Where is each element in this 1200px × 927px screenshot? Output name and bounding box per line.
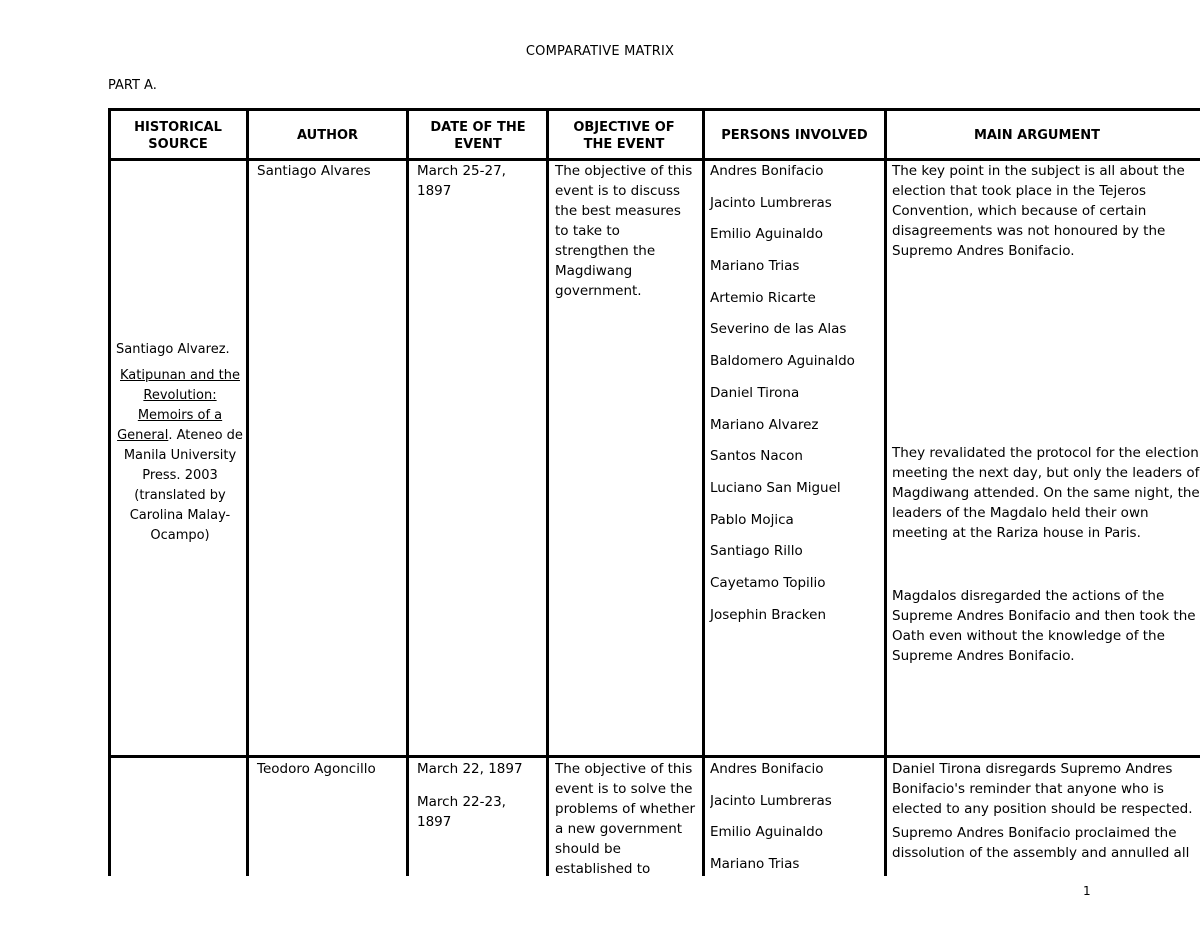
list-item: Josephin Bracken xyxy=(710,606,827,623)
list-item: Andres Bonifacio xyxy=(710,163,824,179)
header-objective: OBJECTIVE OF THE EVENT xyxy=(573,119,675,152)
list-item: Santiago Rillo xyxy=(710,543,803,560)
list-item: Mariano Trias xyxy=(710,258,800,275)
page-number: 1 xyxy=(1083,884,1091,898)
col-border-3 xyxy=(546,108,549,876)
list-item: Severino de las Alas xyxy=(710,321,847,338)
document-title: COMPARATIVE MATRIX xyxy=(525,44,675,59)
row1-source-title: Katipunan and the Revolution: Memoirs of a General xyxy=(117,368,240,443)
row1-argument-2: They revalidated the protocol for the election meeting the next day, but only the leaders of Magdiwang attended. On the same night, the leaders of the Magdalo held their own meeting at the Rariza house in Paris. xyxy=(892,445,1200,541)
list-item: Mariano Alvarez xyxy=(710,416,819,433)
part-label: PART A. xyxy=(108,78,157,93)
list-item: Cayetamo Topilio xyxy=(710,574,826,591)
list-item: Luciano San Miguel xyxy=(710,479,841,496)
row2-argument-1: Daniel Tirona disregards Supremo Andres Bonifacio's reminder that anyone who is elected to any position should be respected. xyxy=(892,761,1193,817)
row1-author: Santiago Alvares xyxy=(257,163,371,179)
row1-argument-3: Magdalos disregarded the actions of the Supreme Andres Bonifacio and then took the Oath even without the knowledge of the Supreme Andres Bonifacio. xyxy=(892,588,1196,664)
row2-objective: The objective of this event is to solve the problems of whether a new government should be established to xyxy=(555,761,696,876)
list-item: Pablo Mojica xyxy=(710,511,794,528)
row1-argument-1: The key point in the subject is all about the election that took place in the Tejeros Convention, which because of certain disagreements was not honoured by the Supremo Andres Bonifacio. xyxy=(892,163,1185,259)
col-border-5 xyxy=(884,108,887,876)
list-item: Daniel Tirona xyxy=(710,384,800,401)
row1-source-author: Santiago Alvarez. xyxy=(116,342,230,357)
header-historical-source: HISTORICAL SOURCE xyxy=(134,119,222,152)
list-item: Mariano Trias xyxy=(710,856,800,873)
row1-historical-source xyxy=(116,340,244,546)
col-border-1 xyxy=(246,108,249,876)
list-item: Emilio Aguinaldo xyxy=(710,226,824,243)
row1-source-publisher: . Ateneo de Manila University Press. 2003 (translated by Carolina Malay-Ocampo) xyxy=(123,428,243,543)
list-item: Emilio Aguinaldo xyxy=(710,824,824,841)
row2-date-1: March 22, 1897 xyxy=(417,761,523,777)
row2-argument-2: Supremo Andres Bonifacio proclaimed the dissolution of the assembly and annulled all xyxy=(892,825,1190,861)
row1-bottom-border xyxy=(108,755,1200,758)
list-item: Artemio Ricarte xyxy=(710,289,816,306)
row1-date: March 25-27, 1897 xyxy=(417,163,506,199)
list-item: Jacinto Lumbreras xyxy=(710,792,832,809)
header-persons-involved: PERSONS INVOLVED xyxy=(721,128,868,143)
row1-objective: The objective of this event is to discuss the best measures to take to strengthen the Magdiwang government. xyxy=(555,163,693,299)
header-date: DATE OF THE EVENT xyxy=(430,119,526,152)
row1-persons-list xyxy=(710,161,880,636)
col-border-4 xyxy=(702,108,705,876)
row2-author: Teodoro Agoncillo xyxy=(257,761,376,777)
header-author: AUTHOR xyxy=(296,128,359,143)
row2-date-2: March 22-23, 1897 xyxy=(417,794,506,830)
list-item: Santos Nacon xyxy=(710,448,803,465)
col-border-left xyxy=(108,108,111,876)
comparative-matrix-table xyxy=(108,108,1200,876)
header-main-argument: MAIN ARGUMENT xyxy=(973,128,1101,143)
list-item: Baldomero Aguinaldo xyxy=(710,353,855,370)
row1-source-citation xyxy=(116,366,244,546)
list-item: Andres Bonifacio xyxy=(710,761,824,777)
list-item: Jacinto Lumbreras xyxy=(710,194,832,211)
row2-persons-list xyxy=(710,759,880,876)
col-border-2 xyxy=(406,108,409,876)
